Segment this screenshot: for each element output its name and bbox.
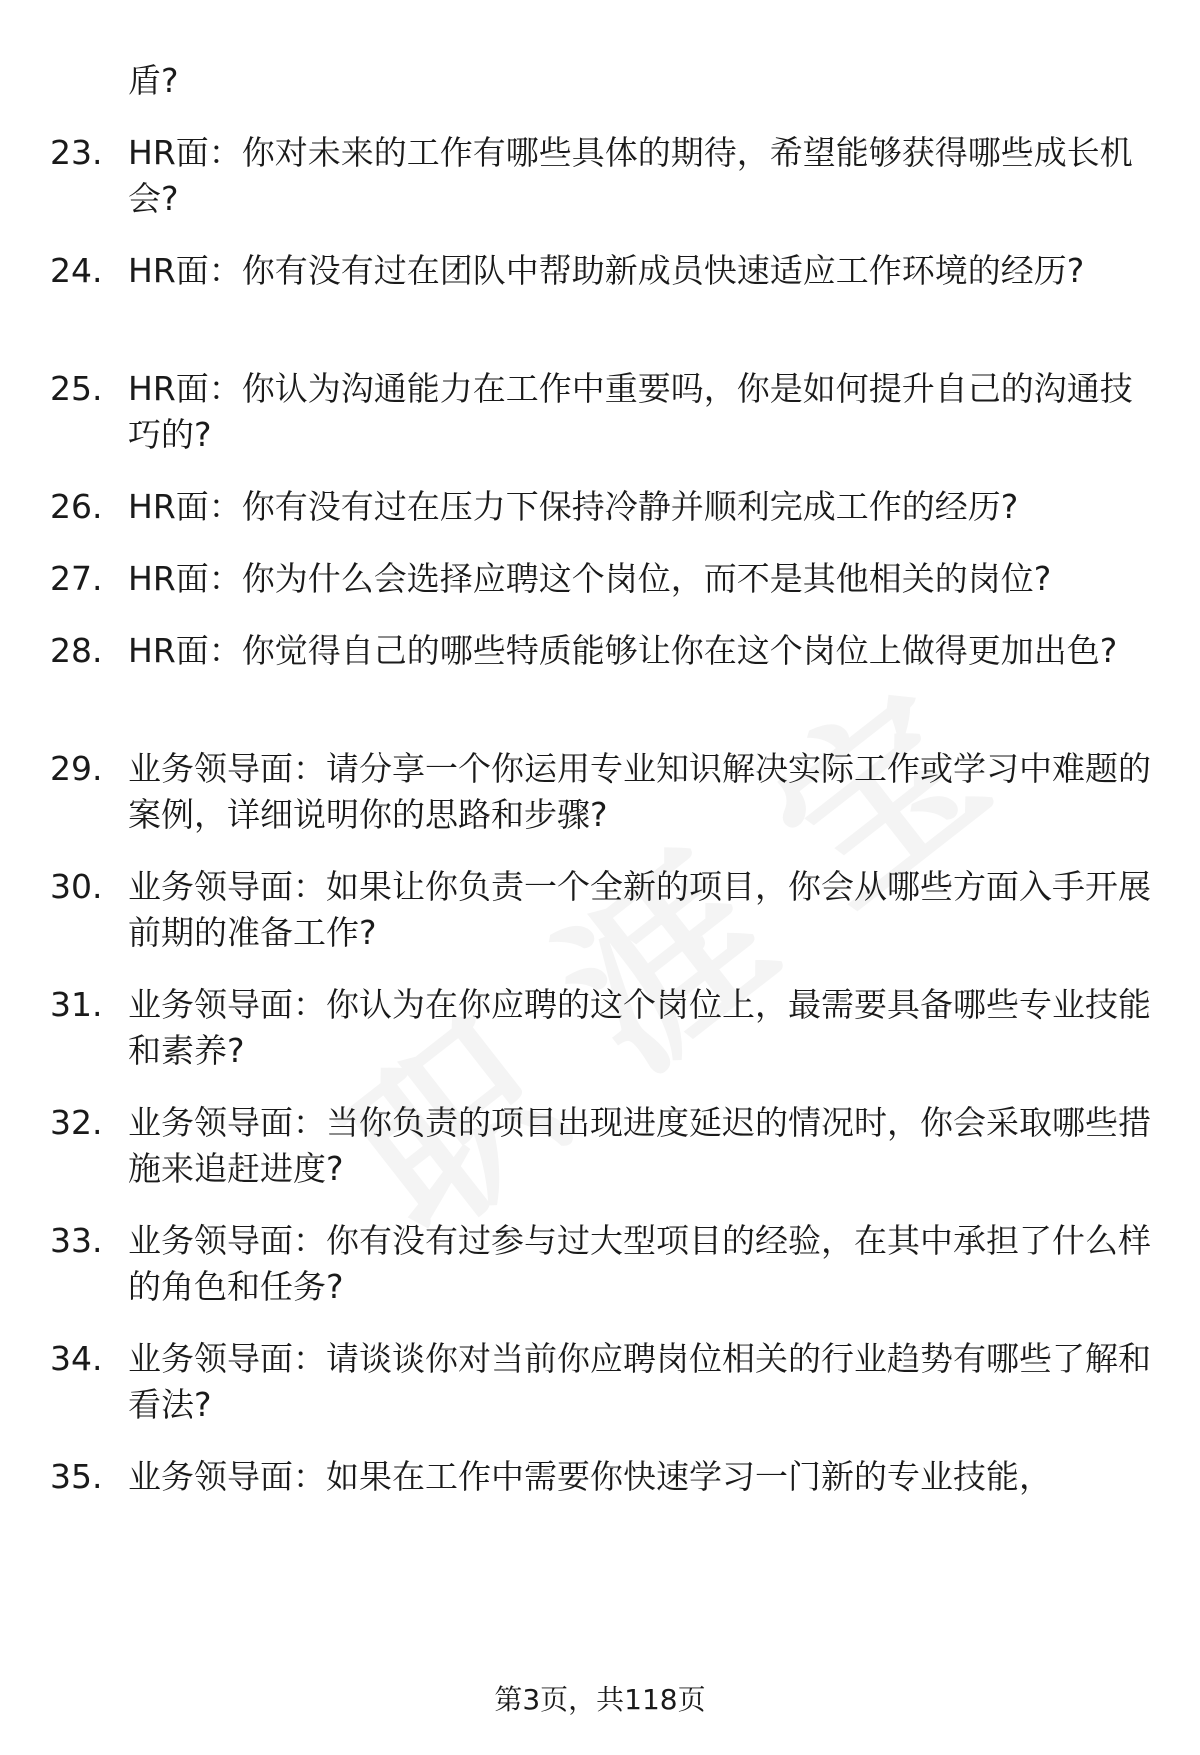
item-text: HR面：你有没有过在压力下保持冷静并顺利完成工作的经历? xyxy=(128,487,1019,526)
item-number: 27. xyxy=(50,559,103,598)
item-text: 业务领导面：当你负责的项目出现进度延迟的情况时，你会采取哪些措施来追赶进度? xyxy=(128,1103,1151,1188)
list-item xyxy=(50,1100,1160,1192)
list-item xyxy=(50,628,1160,674)
item-text: 盾? xyxy=(128,61,179,100)
list-item xyxy=(50,556,1160,602)
item-number: 29. xyxy=(50,749,103,788)
item-text: 业务领导面：如果让你负责一个全新的项目，你会从哪些方面入手开展前期的准备工作? xyxy=(128,867,1151,952)
item-number: 23. xyxy=(50,133,103,172)
item-text: 业务领导面：你有没有过参与过大型项目的经验，在其中承担了什么样的角色和任务? xyxy=(128,1221,1151,1306)
list-item xyxy=(50,982,1160,1074)
list-item xyxy=(50,1454,1160,1500)
item-number: 24. xyxy=(50,251,103,290)
page-footer: 第3页，共118页 xyxy=(494,1683,706,1716)
list-item xyxy=(50,746,1160,838)
item-text: HR面：你对未来的工作有哪些具体的期待，希望能够获得哪些成长机会? xyxy=(128,133,1133,218)
list-item xyxy=(50,366,1160,458)
item-text: HR面：你有没有过在团队中帮助新成员快速适应工作环境的经历? xyxy=(128,251,1085,290)
item-text: 业务领导面：如果在工作中需要你快速学习一门新的专业技能， xyxy=(128,1457,1052,1496)
item-text: HR面：你认为沟通能力在工作中重要吗，你是如何提升自己的沟通技巧的? xyxy=(128,369,1133,454)
list-item xyxy=(50,248,1160,294)
item-number: 26. xyxy=(50,487,103,526)
item-number: 32. xyxy=(50,1103,103,1142)
item-text: HR面：你觉得自己的哪些特质能够让你在这个岗位上做得更加出色? xyxy=(128,631,1118,670)
item-number: 34. xyxy=(50,1339,103,1378)
list-item xyxy=(50,130,1160,222)
item-number: 25. xyxy=(50,369,103,408)
list-item xyxy=(50,864,1160,956)
item-text: 业务领导面：请谈谈你对当前你应聘岗位相关的行业趋势有哪些了解和看法? xyxy=(128,1339,1151,1424)
item-number: 30. xyxy=(50,867,103,906)
list-item xyxy=(50,484,1160,530)
item-text: 业务领导面：你认为在你应聘的这个岗位上，最需要具备哪些专业技能和素养? xyxy=(128,985,1151,1070)
item-number: 28. xyxy=(50,631,103,670)
list-item xyxy=(50,1218,1160,1310)
list-item xyxy=(50,58,1160,104)
item-text: HR面：你为什么会选择应聘这个岗位，而不是其他相关的岗位? xyxy=(128,559,1052,598)
item-number: 35. xyxy=(50,1457,103,1496)
item-text: 业务领导面：请分享一个你运用专业知识解决实际工作或学习中难题的案例，详细说明你的思路和步骤? xyxy=(128,749,1151,834)
item-number: 33. xyxy=(50,1221,103,1260)
list-item xyxy=(50,1336,1160,1428)
item-number: 31. xyxy=(50,985,103,1024)
